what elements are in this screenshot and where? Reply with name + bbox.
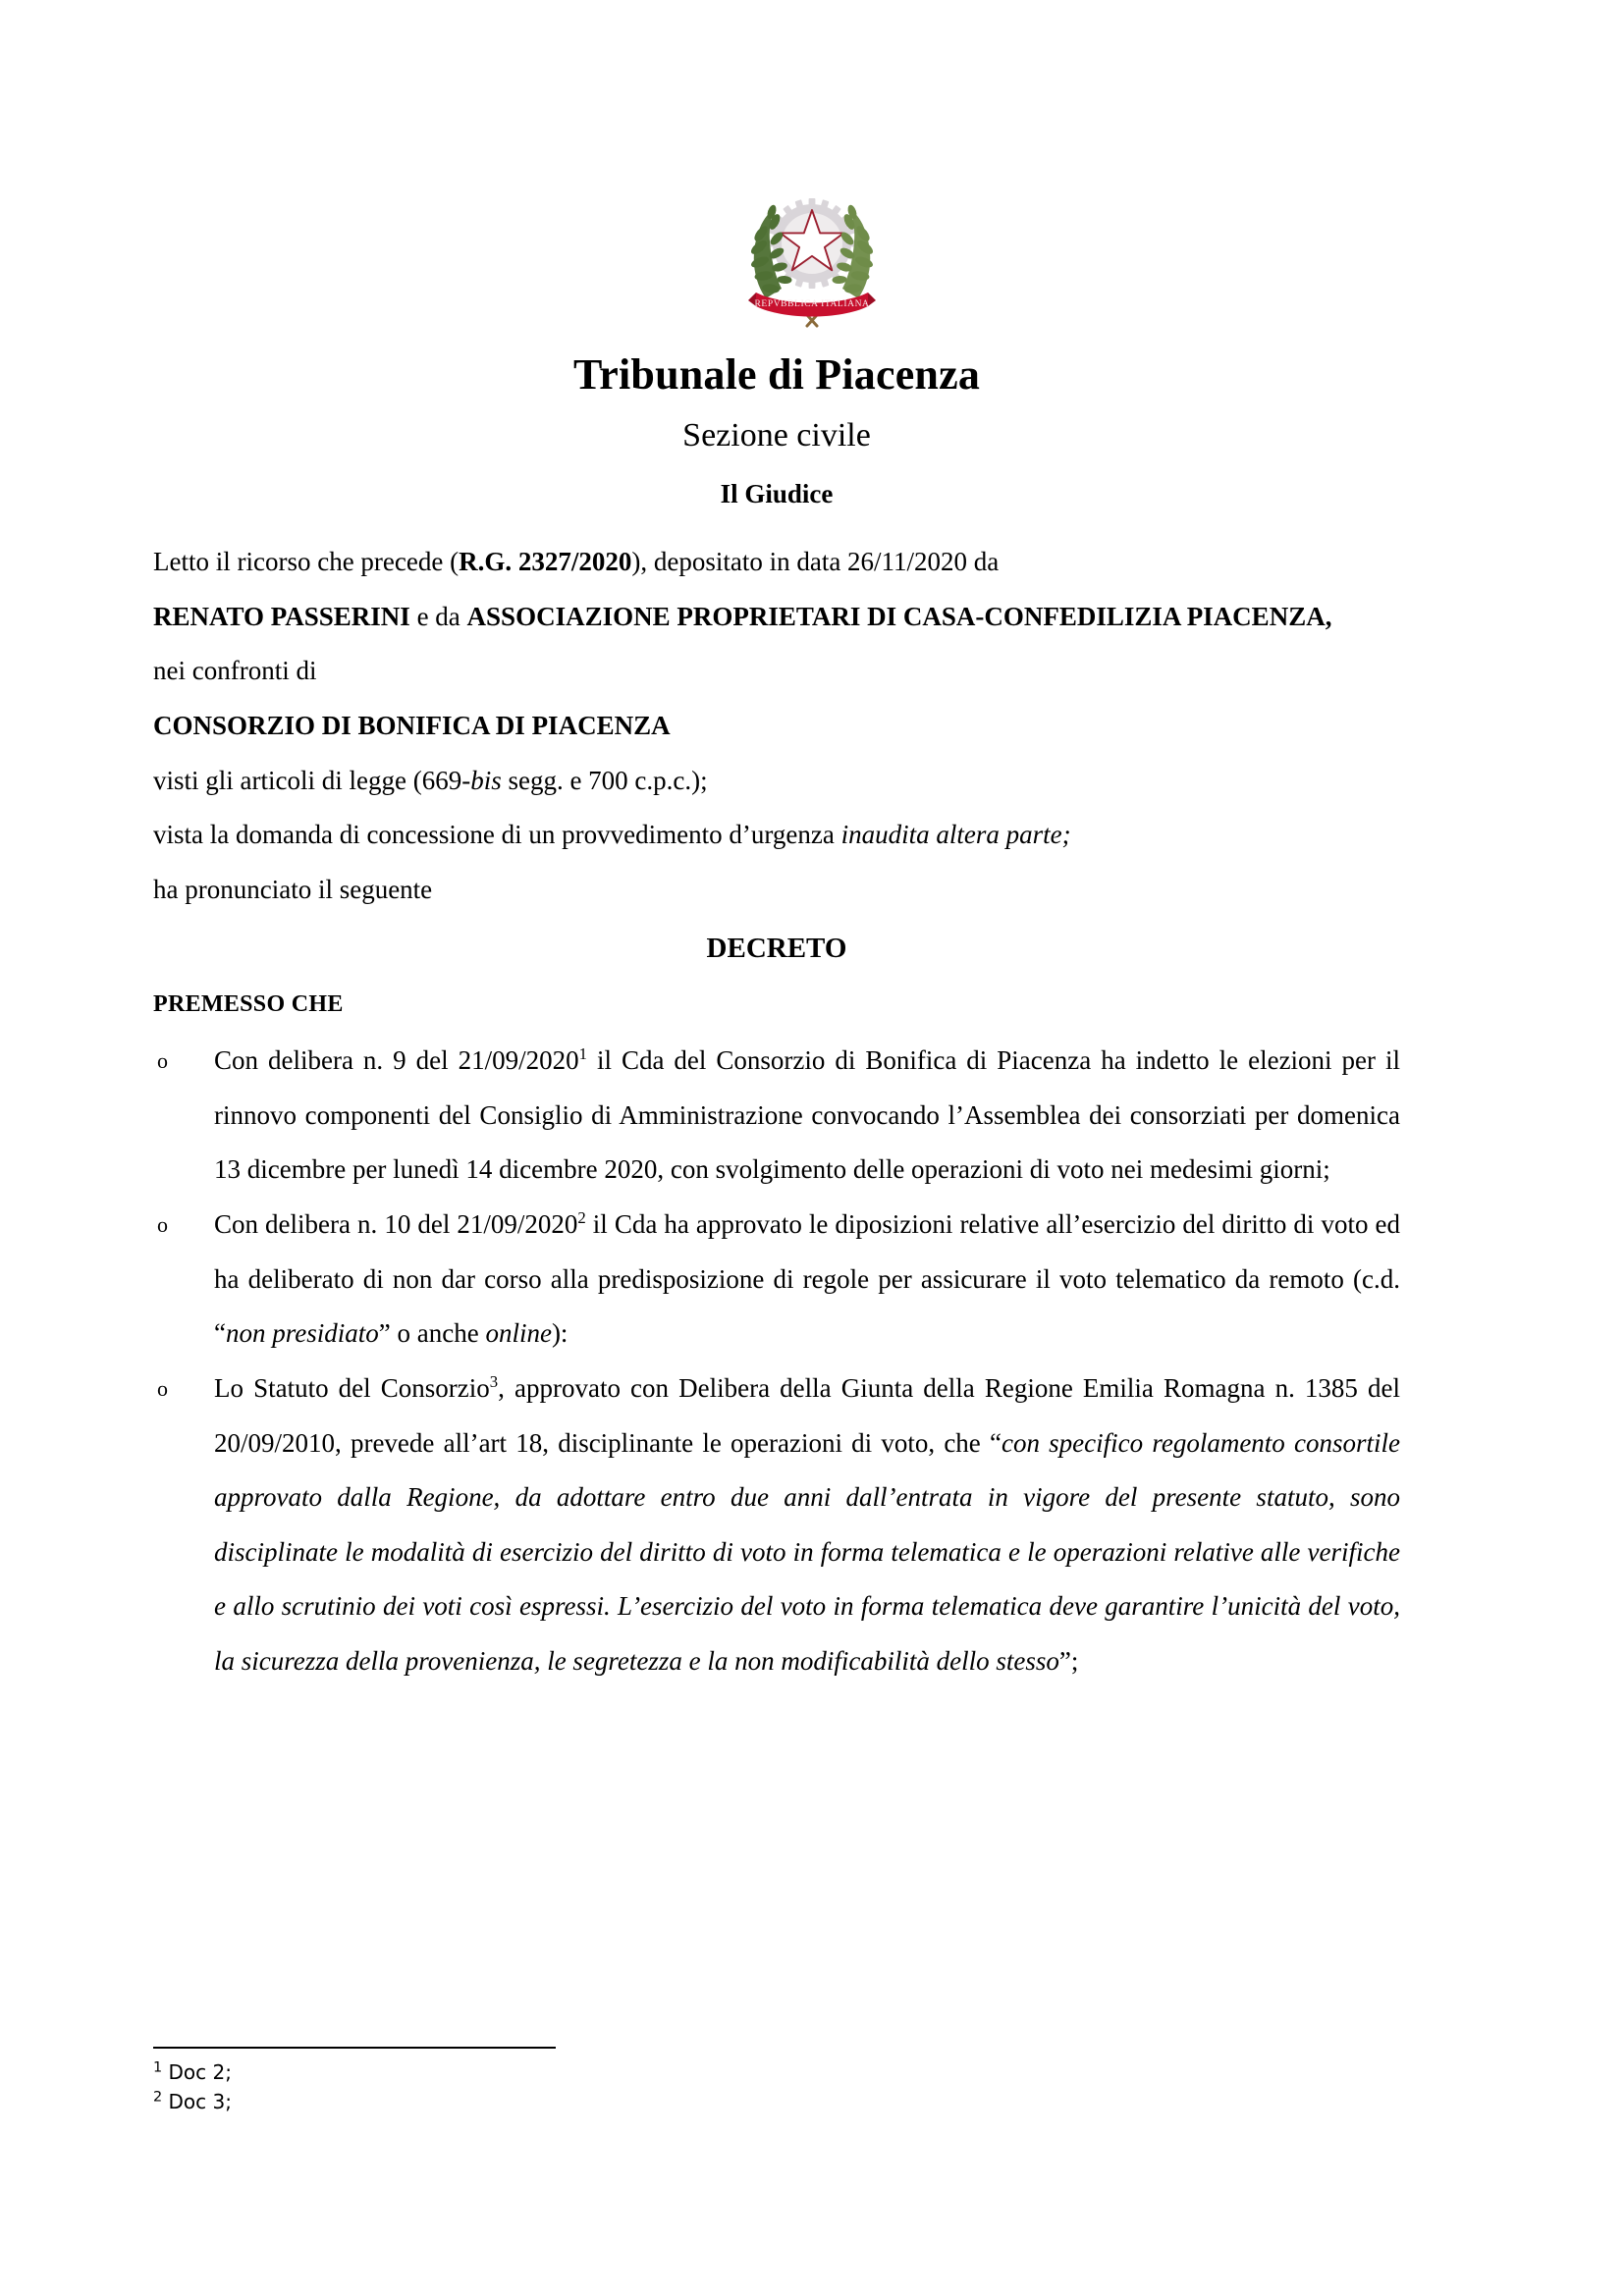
bullet-circle-icon: o (157, 1048, 168, 1074)
vista-latin-phrase: inaudita altera parte; (840, 820, 1071, 850)
pronounced-paragraph: ha pronunciato il seguente (153, 874, 433, 904)
applicants-paragraph (153, 590, 1400, 645)
bullet-circle-icon: o (157, 1212, 168, 1238)
vista-part-a: vista la domanda di concessione di un provvedimento d’urgenza (153, 820, 841, 850)
emblem-of-italy-icon (744, 183, 880, 330)
premesso-list (153, 1034, 1400, 1688)
bullet-circle-icon: o (157, 1375, 168, 1401)
visti-part-a: visti gli articoli di legge (669- (153, 765, 471, 795)
applicant-person: RENATO PASSERINI (153, 601, 410, 631)
judge-heading: Il Giudice (720, 478, 834, 508)
list-item-text: il Cda del Consorzio di Bonifica di Piacenza ha indetto le elezioni per il rinnovo componenti del Consiglio di Amministrazione convocando l’Assemblea dei consorziati per domenica 13 dicembre per lunedì 14 dicembre 2020, con svolgimento delle operazioni di voto nei medesimi giorni; (214, 1045, 1400, 1185)
intro-after-rg: ), depositato in data 26/11/2020 da (631, 547, 1000, 577)
list-item-text: ” o anche (378, 1318, 486, 1349)
footnotes-area (153, 2047, 1400, 2117)
quoted-statute-text: non presidiato (225, 1318, 379, 1349)
footnote-reference: 3 (489, 1371, 499, 1391)
footnote-reference: 1 (578, 1044, 587, 1064)
list-item (153, 1034, 1400, 1198)
footnote-separator (153, 2047, 556, 2049)
footnote-item (153, 2057, 1400, 2087)
rg-number: R.G. 2327/2020 (459, 547, 632, 577)
list-item-text: ”; (1058, 1645, 1079, 1676)
applicants-conjunction: e da (409, 601, 467, 631)
visti-part-c: segg. e 700 c.p.c.); (501, 765, 708, 795)
list-item-text: ): (551, 1318, 568, 1349)
list-item-text: Con delibera n. 10 del 21/09/2020 (214, 1209, 578, 1240)
footnote-text: Doc 3; (162, 2090, 232, 2114)
section-subtitle: Sezione civile (682, 416, 871, 454)
premesso-heading: PREMESSO CHE (153, 991, 344, 1018)
footnote-text: Doc 2; (162, 2060, 232, 2084)
intro-before-rg: Letto il ricorso che precede ( (153, 547, 460, 577)
applicant-association: ASSOCIAZIONE PROPRIETARI DI CASA- (466, 601, 985, 631)
vista-paragraph (153, 808, 1400, 863)
visti-bis: bis (470, 765, 502, 795)
page-title: Tribunale di Piacenza (572, 350, 981, 399)
list-item (153, 1362, 1400, 1689)
document-body (153, 349, 1400, 1689)
decree-heading: DECRETO (706, 933, 847, 965)
list-item-text: il Cda ha approvato le diposizioni relative all’esercizio del diritto di voto ed ha deliberato di non dar corso alla predisposizione di regole per assicurare il voto telematico da remoto (c.d. “ (214, 1209, 1400, 1349)
list-item-text: Con delibera n. 9 del 21/09/2020 (214, 1045, 579, 1076)
intro-paragraph (153, 535, 1400, 590)
quoted-statute-text: online (485, 1318, 552, 1349)
footnote-reference: 2 (577, 1208, 586, 1228)
footnote-list (153, 2057, 1400, 2117)
emblem-container (0, 183, 1624, 335)
respondent-name: CONSORZIO DI BONIFICA DI PIACENZA (153, 710, 671, 740)
footnote-number: 2 (153, 2089, 163, 2106)
list-item-text: , approvato con Delibera della Giunta della Regione Emilia Romagna n. 1385 del 20/09/2010, prevede all’art 18, disciplinante le operazioni di voto, che “ (214, 1372, 1400, 1458)
list-item (153, 1198, 1400, 1362)
against-label: nei confronti di (153, 656, 317, 686)
list-item-text: Lo Statuto del Consorzio (214, 1372, 490, 1403)
footnote-item (153, 2087, 1400, 2116)
visti-paragraph (153, 754, 1400, 809)
footnote-number: 1 (153, 2059, 163, 2076)
applicant-association-cont: CONFEDILIZIA PIACENZA, (984, 601, 1332, 631)
svg-text:REPVBBLICA ITALIANA: REPVBBLICA ITALIANA (754, 299, 870, 309)
quoted-statute-text: con specifico regolamento consortile approvato dalla Regione, da adottare entro due anni dall’entrata in vigore del presente statuto, sono disciplinate le modalità di esercizio del diritto di voto in forma telematica e le operazioni relative alle verifiche e allo scrutinio dei voti così espressi. L’esercizio del voto in forma telematica deve garantire l’unicità del voto, la sicurezza della provenienza, le segretezza e la non modificabilità dello stesso (214, 1427, 1400, 1676)
